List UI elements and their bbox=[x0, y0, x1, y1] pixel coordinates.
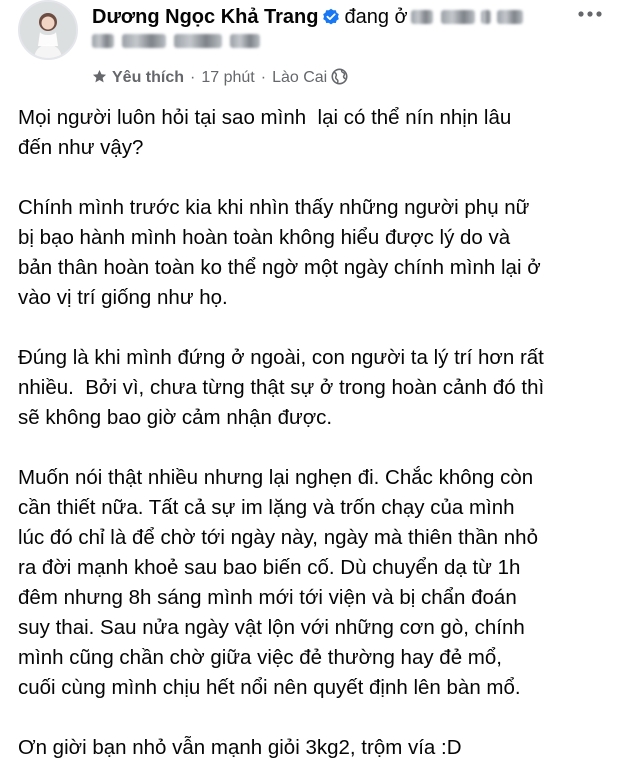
post-paragraph: Muốn nói thật nhiều nhưng lại nghẹn đi. Chắc không còn cần thiết nữa. Tất cả sự im lặng và trốn chạy của mình lúc đó chỉ là để chờ tới ngày này, ngày mà thiên thần nhỏ ra đời mạnh khoẻ sau bao biến cố. Dù chuyển dạ từ 1h đêm nhưng 8h sáng mình mới tới viện và bị chẩn đoán suy thai. Sau nửa ngày vật lộn với những cơn gò, chính mình cũng chần chờ giữa việc đẻ thường hay đẻ mổ, cuối cùng mình chịu hết nổi nên quyết định lên bàn mổ. bbox=[18, 466, 538, 699]
post-paragraph: Ơn giời bạn nhỏ vẫn mạnh giỏi 3kg2, trộm vía :D bbox=[18, 736, 462, 759]
location-prefix: đang ở bbox=[344, 6, 408, 28]
post-header bbox=[0, 0, 620, 96]
star-icon bbox=[92, 69, 107, 84]
author-name[interactable]: Dương Ngọc Khả Trang bbox=[92, 6, 319, 28]
favorite-label[interactable]: Yêu thích bbox=[112, 69, 185, 86]
redacted-location-part bbox=[497, 10, 523, 24]
redacted-location-part bbox=[174, 34, 222, 48]
separator-dot: · bbox=[190, 69, 196, 86]
author-line bbox=[92, 2, 562, 32]
post-time[interactable]: 17 phút bbox=[201, 69, 255, 86]
verified-badge-icon bbox=[322, 8, 340, 26]
avatar-photo-icon bbox=[20, 2, 76, 58]
post-meta bbox=[92, 66, 348, 90]
redacted-location-line bbox=[92, 34, 260, 58]
redacted-location-part bbox=[92, 34, 114, 48]
redacted-location-part bbox=[411, 10, 433, 24]
separator-dot: · bbox=[260, 69, 267, 86]
post-location[interactable]: Lào Cai bbox=[272, 69, 328, 86]
redacted-location-part bbox=[122, 34, 166, 48]
redacted-location-part bbox=[441, 10, 475, 24]
post-paragraph: Đúng là khi mình đứng ở ngoài, con người ta lý trí hơn rất nhiều. Bởi vì, chưa từng thật sự ở trong hoàn cảnh đó thì sẽ không bao giờ cảm nhận được. bbox=[18, 346, 545, 429]
author-avatar[interactable] bbox=[18, 0, 78, 60]
globe-icon[interactable] bbox=[331, 68, 348, 85]
redacted-location-part bbox=[481, 10, 491, 24]
post-body bbox=[18, 103, 610, 763]
more-options-icon[interactable] bbox=[574, 2, 606, 26]
post-paragraph: Chính mình trước kia khi nhìn thấy những người phụ nữ bị bạo hành mình hoàn toàn không hiểu được lý do và bản thân hoàn toàn ko thể ngờ một ngày chính mình lại ở vào vị trí giống như họ. bbox=[18, 196, 541, 309]
post-paragraph: Mọi người luôn hỏi tại sao mình lại có thể nín nhịn lâu đến như vậy? bbox=[18, 106, 512, 159]
redacted-location-part bbox=[230, 34, 260, 48]
